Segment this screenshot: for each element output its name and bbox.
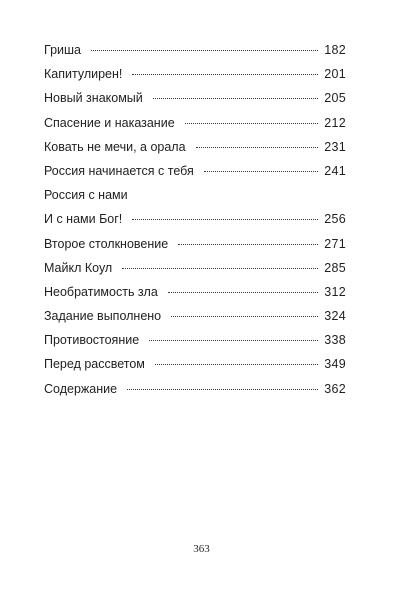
dot-leader — [132, 219, 318, 220]
toc-entry — [44, 207, 346, 231]
dot-leader — [122, 268, 318, 269]
dot-leader — [185, 123, 318, 124]
toc-entry-page: 285 — [324, 260, 346, 275]
toc-entry-title: Россия начинается с тебя — [44, 163, 194, 178]
toc-entry — [44, 111, 346, 135]
toc-entry — [44, 304, 346, 328]
toc-entry-page: 349 — [324, 357, 346, 372]
toc-entry-page: 212 — [324, 115, 346, 130]
toc-entry — [44, 86, 346, 110]
toc-entry-title: Противостояние — [44, 333, 140, 348]
dot-leader — [132, 74, 318, 75]
toc-entry-title: Перед рассветом — [44, 357, 145, 372]
toc-entry — [44, 38, 346, 62]
toc-entry-page: 201 — [324, 67, 346, 82]
toc-entry — [44, 232, 346, 256]
dot-leader — [149, 340, 318, 341]
dot-leader — [91, 50, 318, 51]
toc-entry-title: Спасение и наказание — [44, 115, 175, 130]
toc-entry-title: Капитулирен! — [44, 67, 123, 82]
toc-entry-page: 362 — [324, 381, 346, 396]
toc-entry-title: Ковать не мечи, а орала — [44, 139, 186, 154]
toc-entry-page: 271 — [324, 236, 346, 251]
dot-leader — [155, 364, 318, 365]
toc-entry-page: 256 — [324, 212, 346, 227]
dot-leader — [153, 98, 318, 99]
dot-leader — [168, 292, 318, 293]
toc-entry-title: Необратимость зла — [44, 284, 158, 299]
toc-entry-title: Майкл Коул — [44, 260, 113, 275]
toc-entry-page: 231 — [324, 139, 346, 154]
toc-entry — [44, 256, 346, 280]
toc-entry-page: 324 — [324, 309, 346, 324]
toc-entry — [44, 352, 346, 376]
toc-entry — [44, 62, 346, 86]
toc-entry-page: 182 — [324, 43, 346, 57]
toc-entry-page: 338 — [324, 333, 346, 348]
toc-entry-title: Россия с нами — [44, 188, 128, 203]
dot-leader — [204, 171, 318, 172]
toc-entry-title: Задание выполнено — [44, 309, 162, 324]
table-of-contents — [44, 38, 346, 401]
page-number: 363 — [193, 543, 210, 555]
toc-entry-title: Второе столкновение — [44, 236, 169, 251]
toc-entry-title: Новый знакомый — [44, 91, 143, 106]
toc-entry-title: Содержание — [44, 381, 118, 396]
dot-leader — [178, 244, 318, 245]
toc-entry — [44, 159, 346, 183]
toc-entry-page: 312 — [324, 284, 346, 299]
toc-entry-title: И с нами Бог! — [44, 212, 123, 227]
toc-entry — [44, 280, 346, 304]
toc-entry — [44, 135, 346, 159]
dot-leader — [171, 316, 318, 317]
dot-leader — [196, 147, 318, 148]
toc-entry — [44, 377, 346, 401]
toc-entry-page: 205 — [324, 91, 346, 106]
toc-entry — [44, 183, 346, 207]
toc-entry — [44, 328, 346, 352]
dot-leader — [127, 389, 318, 390]
toc-entry-page: 241 — [324, 163, 346, 178]
toc-entry-title: Гриша — [44, 43, 81, 57]
